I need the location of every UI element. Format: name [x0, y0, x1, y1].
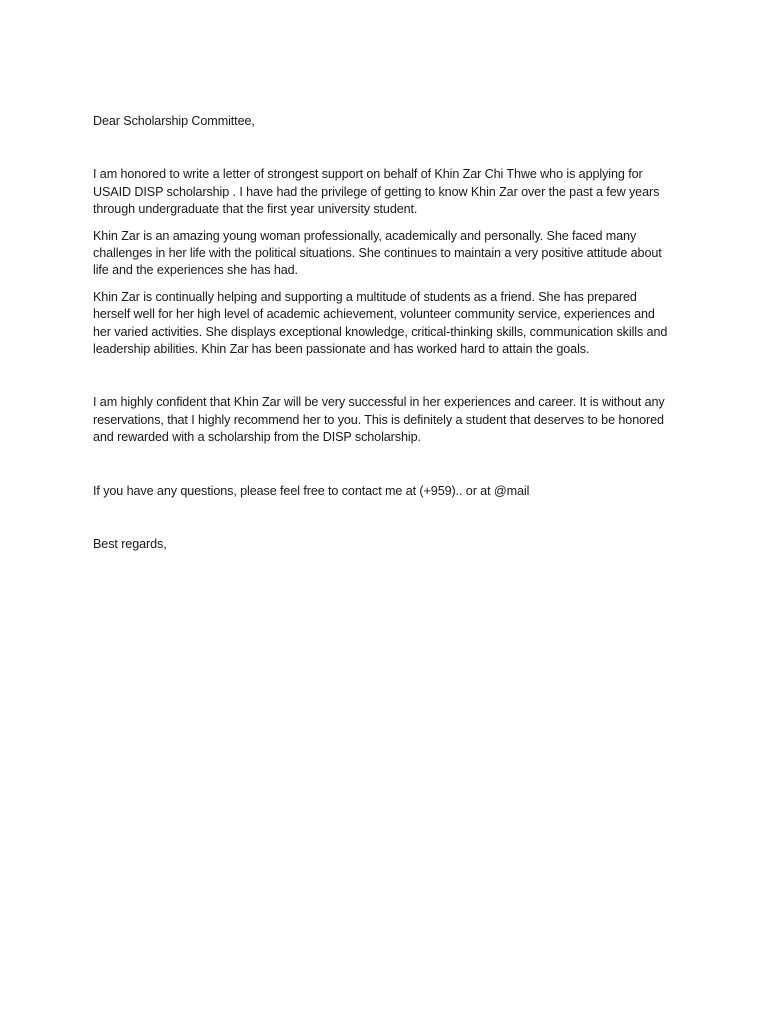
paragraph-character: Khin Zar is an amazing young woman professionally, academically and personally. She faced many challenges in her life with the political situations. She continues to maintain a very positive attitude about life and the experiences she has had.	[93, 228, 662, 278]
paragraph-recommendation: I am highly confident that Khin Zar will be very successful in her experiences and career. It is without any reservations, that I highly recommend her to you. This is definitely a student that deserves to be honored and rewarded with a scholarship from the DISP scholarship.	[93, 395, 665, 445]
letter-body	[93, 113, 675, 554]
paragraph-achievements: Khin Zar is continually helping and supporting a multitude of students as a friend. She has prepared herself well for her high level of academic achievement, volunteer community service, experiences and her varied activities. She displays exceptional knowledge, critical-thinking skills, communication skills and leadership abilities. Khin Zar has been passionate and has worked hard to attain the goals.	[93, 289, 668, 357]
paragraph-support: I am honored to write a letter of strongest support on behalf of Khin Zar Chi Thwe who is applying for USAID DISP scholarship . I have had the privilege of getting to know Khin Zar over the past a few years through undergraduate that the first year university student.	[93, 167, 660, 217]
closing: Best regards,	[93, 537, 167, 552]
contact-line: If you have any questions, please feel free to contact me at (+959).. or at @mail	[93, 483, 530, 498]
salutation: Dear Scholarship Committee,	[93, 114, 255, 128]
